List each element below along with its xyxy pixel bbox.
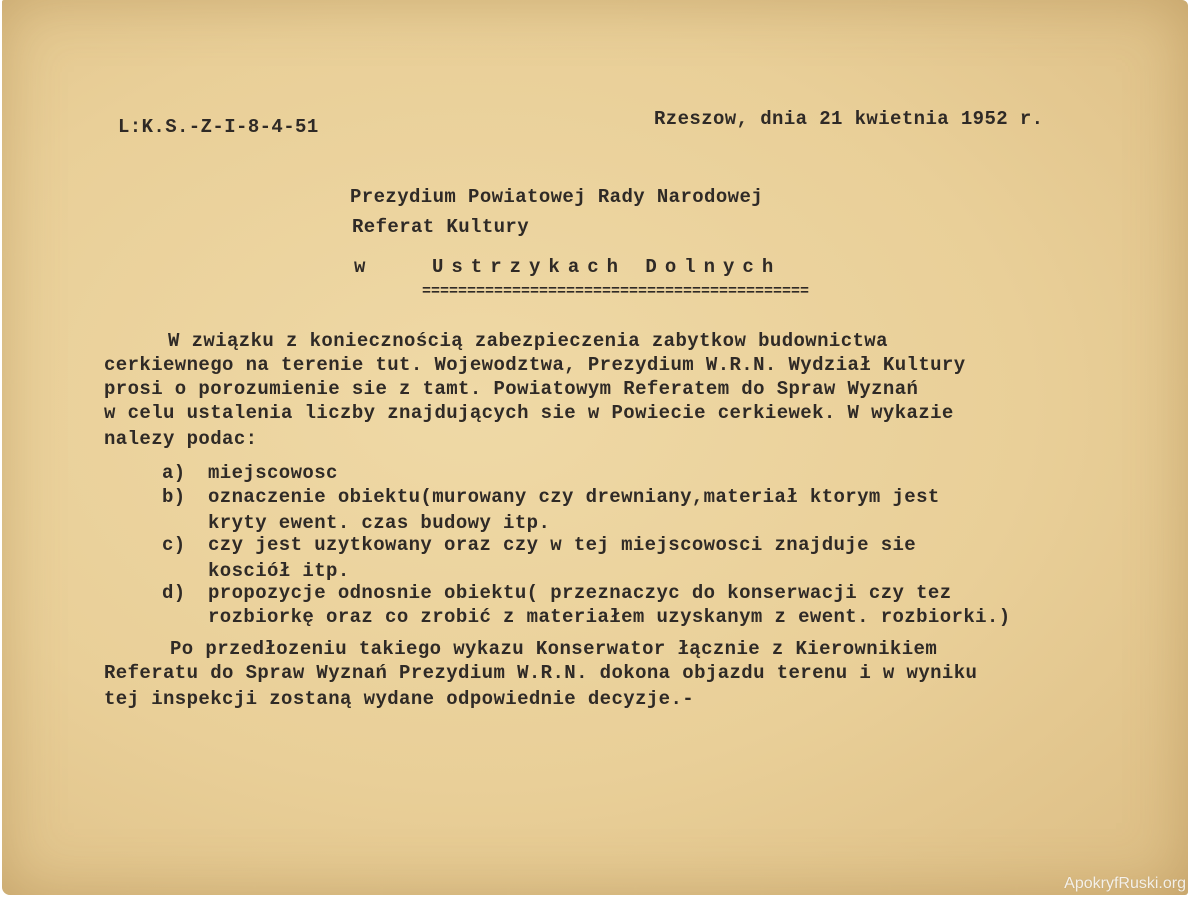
list-item-c [162,534,916,556]
list-item-b-continuation: kryty ewent. czas budowy itp. [208,512,551,534]
recipient-line-2: Referat Kultury [352,216,530,238]
list-item-text: czy jest uzytkowany oraz czy w tej miejscowosci znajduje sie [208,534,917,556]
list-item-a [162,462,338,484]
list-item-label: c) [162,534,186,556]
list-item-text: miejscowosc [208,462,338,484]
list-item-label: b) [162,486,186,508]
paragraph-1-line: W związku z koniecznością zabezpieczenia zabytkow budownictwa [168,330,888,352]
recipient-city: Ustrzykach Dolnych [432,256,782,278]
paragraph-1-line: cerkiewnego na terenie tut. Wojewodztwa, Prezydium W.R.N. Wydział Kultury [104,354,966,376]
list-item-text: oznaczenie obiektu(murowany czy drewniany,materiał ktorym jest [208,486,940,508]
paragraph-2-line: Referatu do Spraw Wyznań Prezydium W.R.N. dokona objazdu terenu i w wyniku [104,662,978,684]
list-item-d-continuation: rozbiorkę oraz co zrobić z materiałem uzyskanym z ewent. rozbiorki.) [208,606,1011,628]
paragraph-1-line: w celu ustalenia liczby znajdujących sie w Powiecie cerkiewek. W wykazie [104,402,954,424]
recipient-line-1: Prezydium Powiatowej Rady Narodowej [350,186,764,208]
list-item-text: propozycje odnosnie obiektu( przeznaczyc do konserwacji czy tez [208,582,952,604]
list-item-label: d) [162,582,186,604]
list-item-label: a) [162,462,186,484]
watermark-text: ApokryfRuski.org [1064,875,1186,892]
paragraph-2-line: tej inspekcji zostaną wydane odpowiednie decyzje.- [104,688,695,710]
reference-number: L:K.S.-Z-I-8-4-51 [118,116,319,138]
list-item-b [162,486,940,508]
recipient-city-line [354,256,781,278]
paragraph-1-line: nalezy podac: [104,428,258,450]
document-page [2,0,1188,895]
document-date: Rzeszow, dnia 21 kwietnia 1952 r. [654,108,1044,130]
list-item-c-continuation: kosciół itp. [208,560,350,582]
list-item-d [162,582,952,604]
paragraph-1-line: prosi o porozumienie sie z tamt. Powiatowym Referatem do Spraw Wyznań [104,378,919,400]
city-underline: =========================================== [422,283,810,300]
recipient-prefix: w [354,256,366,278]
paragraph-2-line: Po przedłozeniu takiego wykazu Konserwator łącznie z Kierownikiem [170,638,938,660]
